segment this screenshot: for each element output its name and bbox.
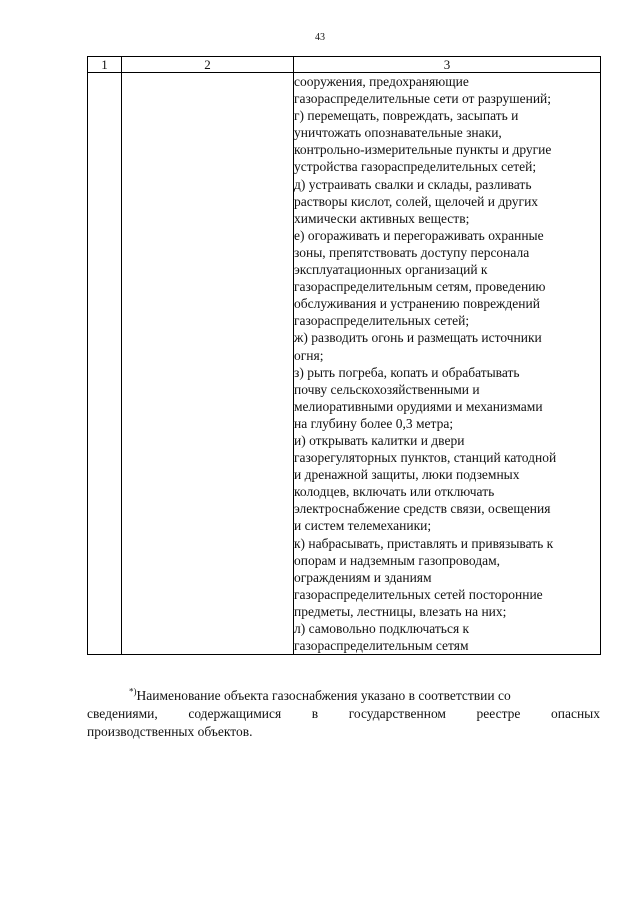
table-header-row — [88, 57, 601, 73]
footnote — [87, 687, 600, 741]
text-line: уничтожать опознавательные знаки, — [294, 125, 502, 141]
footnote-word: опасных — [550, 706, 600, 721]
restrictions-table — [87, 56, 601, 655]
text-line: газораспределительным сетям — [294, 638, 469, 654]
text-line: устройства газораспределительных сетей; — [294, 159, 537, 175]
text-line: зоны, препятствовать доступу персонала — [294, 244, 530, 260]
text-line: на глубину более 0,3 метра; — [294, 415, 454, 431]
text-line: растворы кислот, солей, щелочей и других — [294, 193, 539, 209]
text-line: эксплуатационных организаций к — [294, 262, 488, 278]
column-header-3: 3 — [294, 57, 601, 73]
text-line: колодцев, включать или отключать — [294, 484, 495, 500]
footnote-word: в — [311, 706, 319, 721]
footnote-marker: *) — [129, 686, 137, 697]
footnote-line-1 — [87, 687, 600, 705]
text-line: газораспределительные сети от разрушений; — [294, 91, 552, 107]
column-header-1: 1 — [88, 57, 122, 73]
text-line: з) рыть погреба, копать и обрабатывать — [294, 364, 520, 380]
text-line: к) набрасывать, приставлять и привязывать к — [294, 535, 554, 551]
text-line: огня; — [294, 347, 324, 363]
text-line: контрольно-измерительные пункты и другие — [294, 142, 552, 158]
footnote-word: реестре — [476, 706, 521, 721]
footnote-word: содержащимися — [188, 706, 282, 721]
page-number: 43 — [315, 32, 325, 43]
footnote-line-3: производственных объектов. — [87, 724, 253, 739]
text-line: предметы, лестницы, влезать на них; — [294, 603, 507, 619]
text-line: д) устраивать свалки и склады, разливать — [294, 176, 532, 192]
text-line: опорам и надземным газопроводам, — [294, 552, 500, 568]
text-line: ограждениям и зданиям — [294, 569, 432, 585]
cell-col-1 — [88, 73, 122, 655]
cell-col-2 — [122, 73, 294, 655]
text-line: газораспределительным сетям, проведению — [294, 279, 546, 295]
footnote-word: государственном — [348, 706, 446, 721]
text-line: сооружения, предохраняющие — [294, 74, 469, 89]
table-row — [88, 73, 601, 655]
text-line: е) огораживать и перегораживать охранные — [294, 227, 544, 243]
text-line: обслуживания и устранению повреждений — [294, 296, 540, 312]
text-line: и дренажной защиты, люки подземных — [294, 467, 520, 483]
text-line: мелиоративными орудиями и механизмами — [294, 398, 543, 414]
text-line: и) открывать калитки и двери — [294, 432, 465, 448]
text-line: электроснабжение средств связи, освещения — [294, 501, 551, 517]
text-line: и систем телемеханики; — [294, 518, 432, 534]
text-line: химически активных веществ; — [294, 210, 470, 226]
footnote-word: сведениями, — [87, 706, 158, 721]
text-line: газораспределительных сетей посторонние — [294, 586, 543, 602]
cell-col-3 — [294, 73, 601, 655]
footnote-text-1: Наименование объекта газоснабжения указано в соответствии со — [136, 688, 511, 703]
footnote-line-2 — [87, 705, 600, 723]
text-line: газорегуляторных пунктов, станций катодной — [294, 450, 557, 466]
text-line: почву сельскохозяйственными и — [294, 381, 480, 397]
text-line: г) перемещать, повреждать, засыпать и — [294, 108, 519, 124]
text-line: ж) разводить огонь и размещать источники — [294, 330, 542, 346]
text-line: л) самовольно подключаться к — [294, 621, 470, 636]
column-header-2: 2 — [122, 57, 294, 73]
text-line: газораспределительных сетей; — [294, 313, 470, 329]
